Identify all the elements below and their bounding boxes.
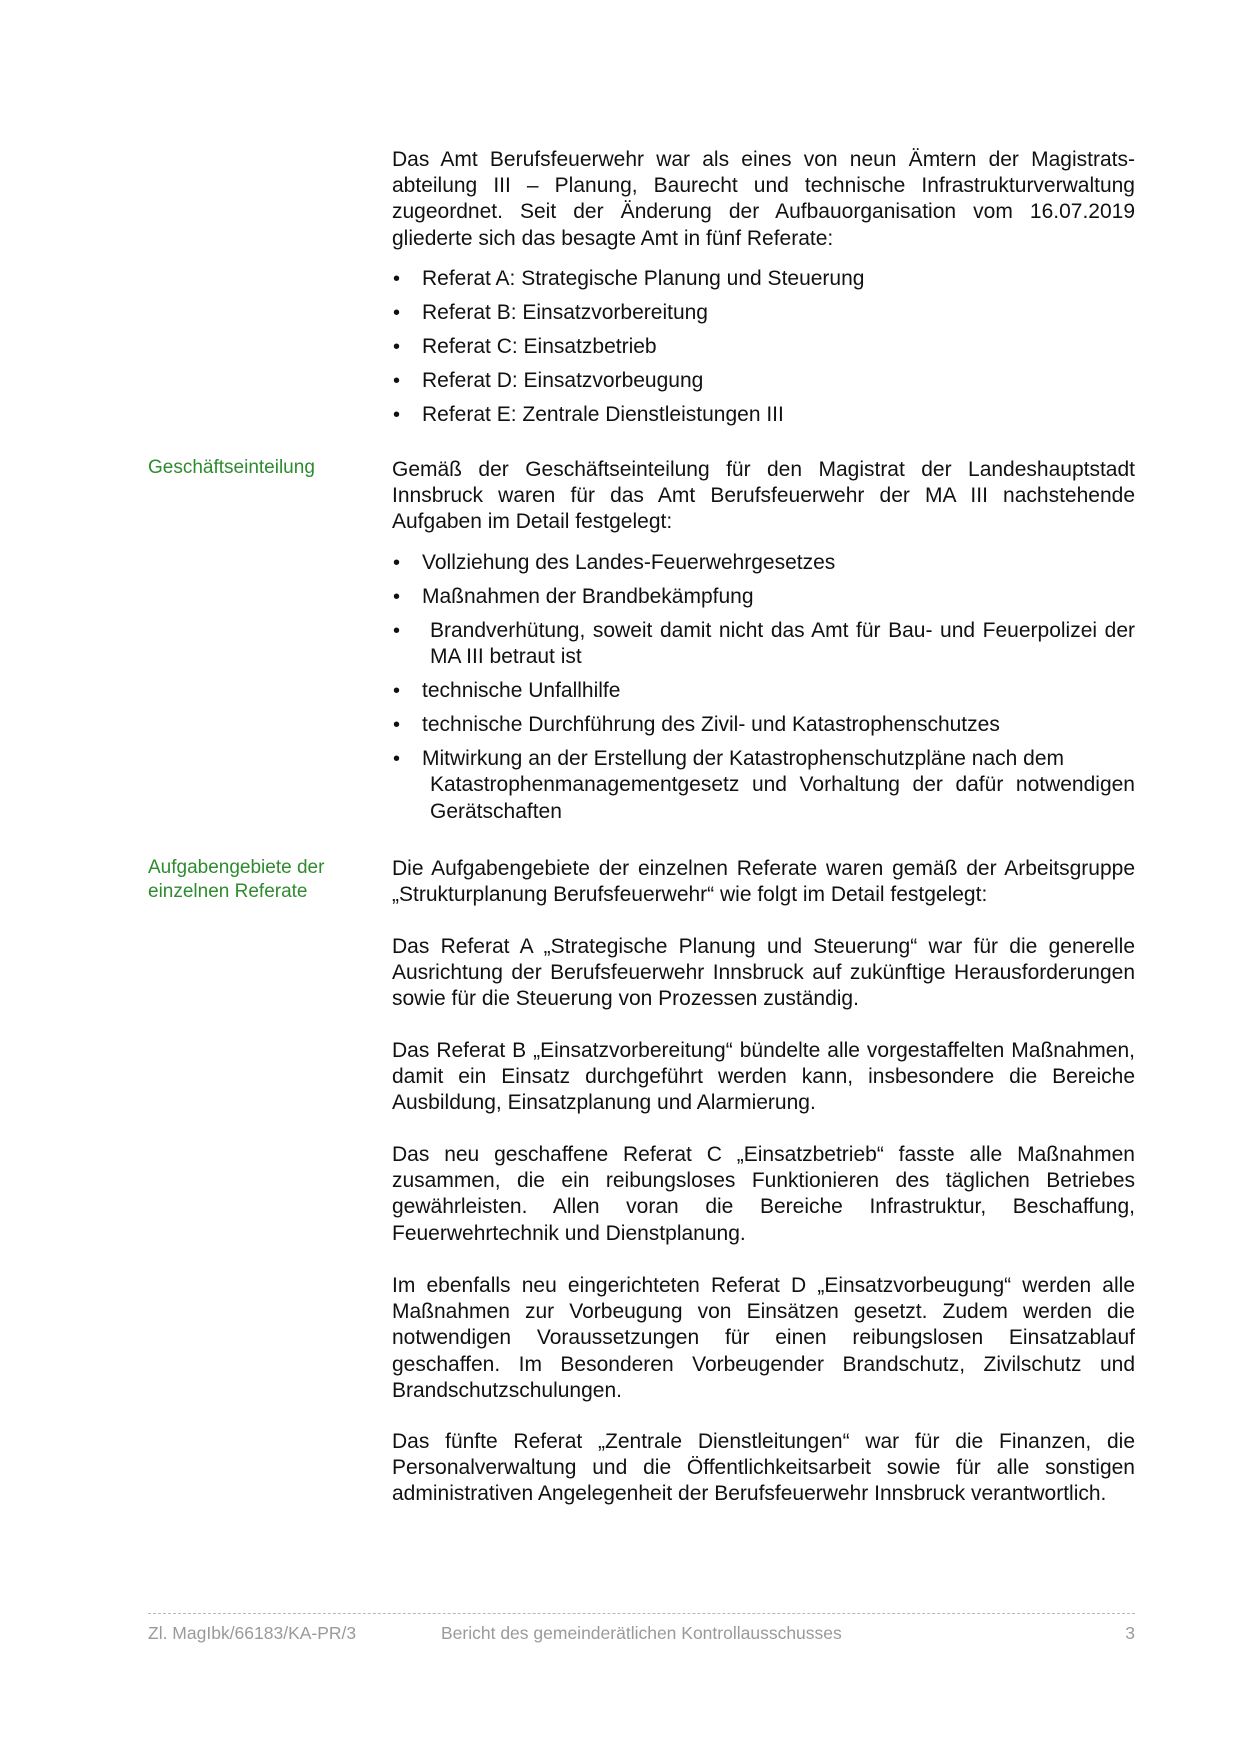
referat-d-paragraph: Im ebenfalls neu eingerichteten Referat D „Einsatzvorbeugung“ werden alle Maßnahmen zur Vorbeugung von Einsätzen gesetzt. Zudem werden die notwendigen Voraussetzungen für einen reibungslosen Einsatzablauf geschaffen. Im Besonderen Vorbeugender Brandschutz, Zivilschutz und Brandschutzschulungen. <box>392 1274 1135 1402</box>
aufgabengebiete-intro: Die Aufgabengebiete der einzelnen Referate waren gemäß der Arbeitsgruppe „Strukturplanung Berufsfeuerwehr“ wie folgt im Detail festgelegt: <box>392 857 1135 907</box>
aufgaben-list <box>392 550 1135 825</box>
list-item: • Referat D: Einsatzvorbeugung <box>392 368 1135 394</box>
referat-d-section <box>392 1273 1135 1404</box>
list-item: • technische Durchführung des Zivil- und Katastrophenschutzes <box>392 712 1135 738</box>
footer-reference: Zl. MagIbk/66183/KA-PR/3 <box>148 1623 357 1643</box>
margin-label-aufgabengebiete: Aufgabengebiete der einzelnen Referate <box>148 857 325 902</box>
referat-b-section <box>392 1038 1135 1117</box>
aufgaben-list-section <box>392 550 1135 833</box>
referat-c-section <box>392 1142 1135 1247</box>
page-number: 3 <box>1125 1623 1135 1643</box>
footer-divider <box>148 1613 1135 1614</box>
referat-a-section <box>392 934 1135 1013</box>
list-item: • Referat A: Strategische Planung und Steuerung <box>392 266 1135 292</box>
aufgabengebiete-section <box>392 856 1135 908</box>
referate-list <box>392 266 1135 428</box>
list-item: • Referat E: Zentrale Dienstleistungen III <box>392 402 1135 428</box>
list-item: • Referat B: Einsatzvorbereitung <box>392 300 1135 326</box>
referat-b-paragraph: Das Referat B „Einsatzvorbereitung“ bündelte alle vorgestaffelten Maßnahmen, damit ein Einsatz durchgeführt werden kann, insbesondere die Bereiche Ausbildung, Einsatzplanung und Alarmierung. <box>392 1039 1135 1115</box>
list-item-continuation: Katastrophenmanagementgesetz und Vorhaltung der dafür notwendigen Gerätschaften <box>430 773 1135 823</box>
referat-e-section <box>392 1429 1135 1508</box>
list-item-first-line: Mitwirkung an der Erstellung der Katastrophenschutzpläne nach dem <box>422 747 1065 771</box>
list-item <box>392 746 1135 825</box>
list-item: • Referat C: Einsatzbetrieb <box>392 334 1135 360</box>
intro-section <box>392 147 1135 252</box>
referat-a-paragraph: Das Referat A „Strategische Planung und Steuerung“ war für die generelle Ausrichtung der Berufsfeuerwehr Innsbruck auf zukünftige Herausforderungen sowie für die Steuerung von Prozessen zuständig. <box>392 935 1135 1011</box>
referate-list-section <box>392 266 1135 436</box>
geschaeftseinteilung-paragraph: Gemäß der Geschäftseinteilung für den Magistrat der Landeshauptstadt Innsbruck waren für das Amt Berufsfeuerwehr der MA III nachstehende Aufgaben im Detail festgelegt: <box>392 458 1135 534</box>
list-item: • Brandverhütung, soweit damit nicht das Amt für Bau- und Feuerpolizei der MA III betraut ist <box>392 618 1135 670</box>
list-item: • technische Unfallhilfe <box>392 678 1135 704</box>
margin-label-geschaeftseinteilung: Geschäftseinteilung <box>148 457 315 478</box>
referat-c-paragraph: Das neu geschaffene Referat C „Einsatzbetrieb“ fasste alle Maßnahmen zusammen, die ein reibungsloses Funktionieren des täglichen Betriebes gewährleisten. Allen voran die Bereiche Infrastruktur, Beschaffung, Feuerwehrtechnik und Dienstplanung. <box>392 1143 1135 1245</box>
intro-paragraph: Das Amt Berufsfeuerwehr war als eines von neun Ämtern der Magistratsabteilung III – Planung, Baurecht und technische Infrastrukturverwaltung zugeordnet. Seit der Änderung der Aufbauorganisation vom 16.07.2019 gliederte sich das besagte Amt in fünf Referate: <box>392 148 1135 250</box>
referat-e-paragraph: Das fünfte Referat „Zentrale Dienstleitungen“ war für die Finanzen, die Personalverwaltung und die Öffentlichkeitsarbeit sowie für alle sonstigen administrativen Angelegenheit der Berufsfeuerwehr Innsbruck verantwortlich. <box>392 1430 1135 1506</box>
geschaeftseinteilung-section <box>392 457 1135 536</box>
footer-title: Bericht des gemeinderätlichen Kontrollausschusses <box>441 1623 842 1643</box>
list-item: • Maßnahmen der Brandbekämpfung <box>392 584 1135 610</box>
list-item: • Vollziehung des Landes-Feuerwehrgesetzes <box>392 550 1135 576</box>
